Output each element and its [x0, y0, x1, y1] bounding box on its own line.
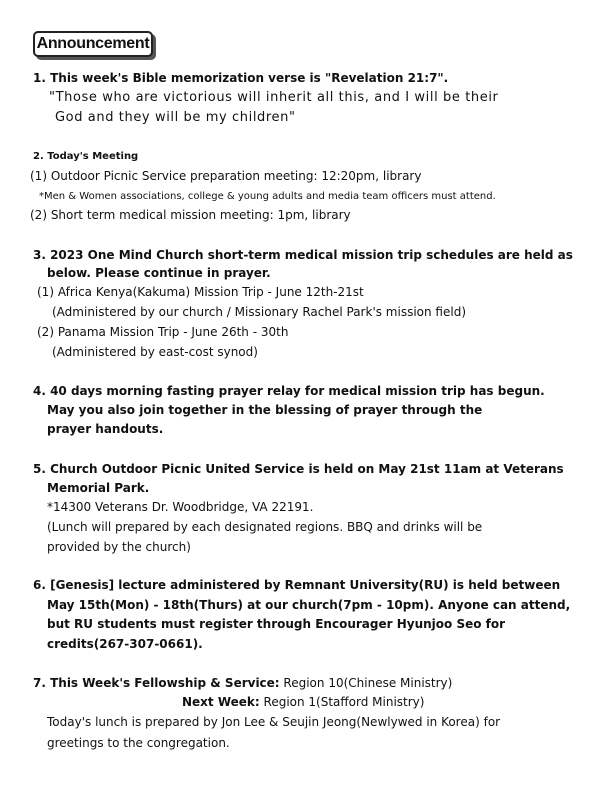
- item-3-heading-line2: below. Please continue in prayer.: [47, 266, 271, 280]
- item-5-note1: (Lunch will prepared by each designated regions. BBQ and drinks will be: [47, 520, 483, 534]
- item-5-note2: provided by the church): [47, 540, 191, 554]
- item-1-quote-line1: "Those who are victorious will inherit all this, and I will be their: [49, 90, 499, 105]
- item-3-trip2: (2) Panama Mission Trip - June 26th - 30th: [37, 325, 289, 339]
- item-3-heading-line1: 3. 2023 One Mind Church short-term medical mission trip schedules are held as: [33, 248, 573, 262]
- item-7-label2: Next Week:: [182, 695, 260, 709]
- item-3-trip2-note: (Administered by east-cost synod): [52, 345, 258, 359]
- item-4-line2: May you also join together in the blessing of prayer through the: [47, 403, 483, 417]
- item-7-line4: greetings to the congregation.: [47, 736, 230, 750]
- item-3-trip1: (1) Africa Kenya(Kakuma) Mission Trip - June 12th-21st: [37, 285, 364, 299]
- item-2-line1: (1) Outdoor Picnic Service preparation meeting: 12:20pm, library: [30, 169, 422, 183]
- item-7-line1: [33, 675, 452, 691]
- item-2-line2: (2) Short term medical mission meeting: 1pm, library: [30, 208, 351, 222]
- item-7-value2: Region 1(Stafford Ministry): [259, 695, 425, 709]
- item-3-trip1-note: (Administered by our church / Missionary Rachel Park's mission field): [52, 305, 466, 319]
- item-7-line3: Today's lunch is prepared by Jon Lee & Seujin Jeong(Newlywed in Korea) for: [47, 715, 501, 729]
- item-7-value1: Region 10(Chinese Ministry): [279, 676, 453, 690]
- announcement-title: Announcement: [33, 31, 153, 57]
- item-6-line3: but RU students must register through Encourager Hyunjoo Seo for: [47, 617, 506, 631]
- item-2-note: *Men & Women associations, college & young adults and media team officers must attend.: [39, 191, 496, 202]
- item-5-line1: 5. Church Outdoor Picnic United Service is held on May 21st 11am at Veterans: [33, 462, 564, 476]
- item-1-heading: 1. This week's Bible memorization verse is "Revelation 21:7".: [33, 71, 449, 85]
- item-5-line2: Memorial Park.: [47, 481, 150, 495]
- item-6-line2: May 15th(Mon) - 18th(Thurs) at our church(7pm - 10pm). Anyone can attend,: [47, 598, 571, 612]
- item-4-line1: 4. 40 days morning fasting prayer relay for medical mission trip has begun.: [33, 384, 545, 398]
- item-5-address: *14300 Veterans Dr. Woodbridge, VA 22191.: [47, 500, 314, 514]
- item-7-label1: 7. This Week's Fellowship & Service:: [33, 676, 280, 690]
- item-6-line1: 6. [Genesis] lecture administered by Remnant University(RU) is held between: [33, 578, 561, 592]
- item-6-line4: credits(267-307-0661).: [47, 637, 203, 651]
- item-2-heading: 2. Today's Meeting: [33, 151, 139, 162]
- item-4-line3: prayer handouts.: [47, 422, 164, 436]
- item-1-quote-line2: God and they will be my children": [55, 110, 296, 125]
- item-7-line2: [182, 694, 424, 710]
